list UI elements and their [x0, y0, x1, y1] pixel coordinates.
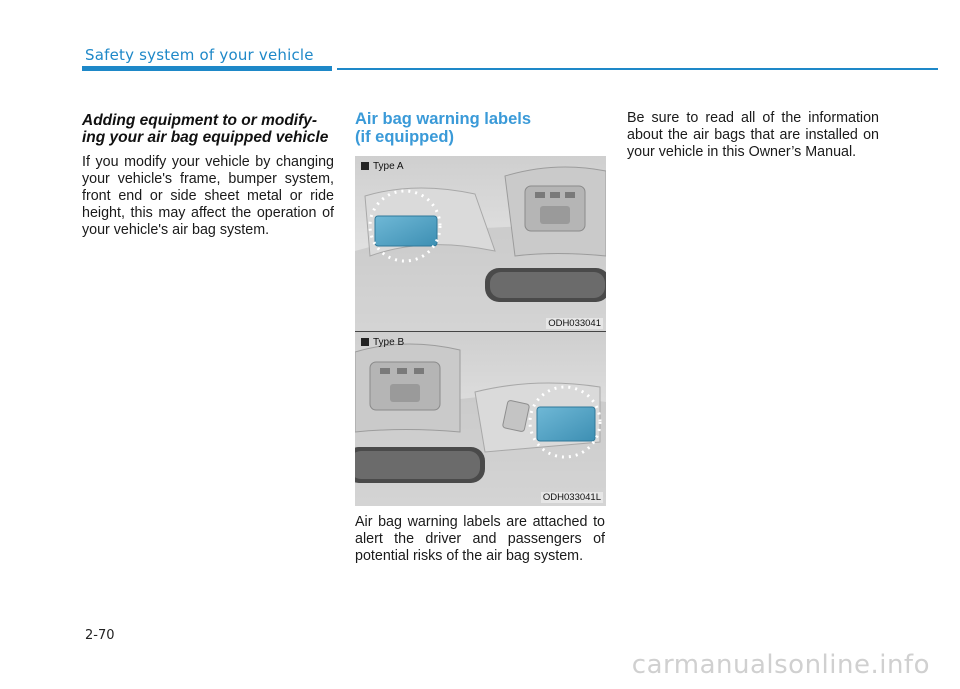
column-middle: [355, 110, 605, 146]
site-watermark: carmanualsonline.info: [631, 650, 930, 680]
figure-code: ODH033041: [548, 318, 601, 329]
subheading-line-1: Adding equipment to or modify-: [82, 112, 318, 129]
warning-label-sticker: [537, 407, 595, 441]
modification-paragraph: If you modify your vehicle by changing your vehicle's frame, bumper system, front end or side sheet metal or ride height, this may affect the operation of your vehicle's air bag system.: [82, 154, 334, 238]
headliner-illustration-a: [355, 156, 606, 332]
heading-line-2: (if equipped): [355, 128, 454, 146]
subheading-line-2: ing your air bag equipped vehicle: [82, 129, 329, 146]
figure-type-label: [361, 161, 404, 172]
figure-type-text: Type A: [373, 161, 404, 172]
figure-type-label: [361, 337, 404, 348]
column-right: [627, 110, 879, 161]
section-heading: [355, 110, 605, 146]
figure-type-text: Type B: [373, 337, 405, 348]
header-rule-thin: [337, 68, 938, 70]
square-bullet-icon: [361, 338, 369, 346]
subheading: [82, 112, 334, 146]
heading-line-1: Air bag warning labels: [355, 110, 532, 128]
read-information-paragraph: Be sure to read all of the information about the air bags that are installed on your vehicle in this Owner’s Manual.: [627, 110, 879, 160]
figure-code: ODH033041L: [542, 492, 601, 503]
figure-type-a: [355, 156, 606, 332]
warning-label-sticker: [375, 216, 437, 246]
page-number: 2-70: [85, 628, 115, 643]
warning-labels-paragraph: Air bag warning labels are attached to alert the driver and passengers of potential risks of the air bag system.: [355, 514, 605, 564]
figure-type-b: [355, 332, 606, 506]
square-bullet-icon: [361, 162, 369, 170]
section-title: Safety system of your vehicle: [85, 46, 314, 64]
header-rule-thick: [82, 66, 332, 71]
column-left: [82, 110, 334, 239]
headliner-illustration-b: [355, 332, 606, 506]
column-middle-lower: [355, 514, 605, 565]
